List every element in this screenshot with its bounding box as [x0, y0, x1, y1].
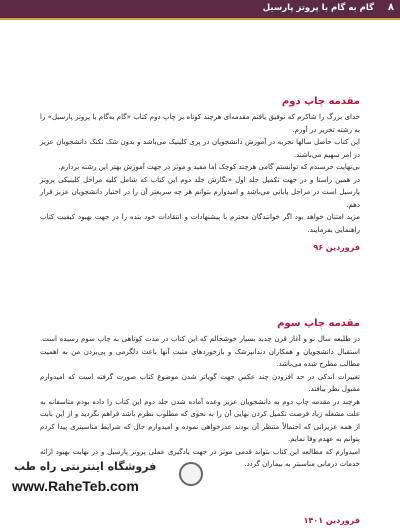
watermark: [4, 460, 204, 504]
page-header: [0, 0, 400, 18]
paragraph: مزید امتنان خواهد بود اگر خوانندگان محترم با پیشنهادات و انتقادات خود بنده را در جهت بهبود کیفیت کتاب راهنمایی بفرمایند.: [40, 213, 360, 234]
section-second-edition: [40, 96, 360, 252]
page-number: ۸: [387, 2, 394, 13]
section-heading: مقدمه چاپ سوم: [277, 318, 360, 329]
paragraph: در طلیعه سال نو و آغاز قرن جدید بسیار خوشحالم که این کتاب در مدت کوتاهی به چاپ سوم رسیده است. استقبال دانشجویان و همکاران دندانپزشک و بازخوردهای مثبت آنها باعث دلگرمی و پی‌بردن من به اهمیت مطالب مطرح شده می‌باشد.: [40, 335, 360, 368]
paragraph: هرچند در مقدمه چاپ دوم به دانشجویان عزیز وعده آماده شدن جلد دوم این کتاب را داده بودم متاسفانه به علت مشغله زیاد فرصت تکمیل کردن نهایی آن را به نحوی که مطلوب نظرم باشد فراهم نگردید و از این بابت از همه عزیزانی که احتمالاً منتظر آن بودند عذرخواهی نموده و امیدوارم حال که شرایط مناسبتری پیدا کردم بتوانم به عهدم وفا نمایم.: [40, 397, 360, 443]
watermark-persian: فروشگاه اینترنتی راه طب: [14, 460, 157, 473]
header-stripe: [0, 18, 400, 20]
section-date: فروردین ۹۶: [313, 243, 360, 252]
section-heading: مقدمه چاپ دوم: [281, 96, 360, 107]
paragraph: بی‌نهایت خرسندم که توانستم گامی هرچند کوچک اما مفید و موثر در جهت آموزش بهتر این رشته بردارم.: [58, 163, 360, 171]
paragraph: در همین راستا و در جهت تکمیل جلد اول «نگارش جلد دوم این کتاب که شامل کلیه مراحل کلینیکی پروتز پارسیل است در مراحل پایانی می‌باشد و امیدوارم بتوانم هر چه سریعتر آن را در اختیار دانشجویان عزیز قرار دهم.: [40, 175, 360, 209]
store-logo-icon: [179, 462, 203, 486]
watermark-url: www.RaheTeb.com: [12, 478, 139, 494]
paragraph: امیدوارم که مطالعه این کتاب بتواند قدمی موثر در جهت یادگیری عملی پروتز پارسیل و در نهایت بهبود ارائه خدمات درمانی مناسبتر به بیماران گردد.: [40, 447, 360, 468]
running-title: گام به گام با پروتز پارسیل: [262, 3, 374, 13]
paragraph: این کتاب حاصل سالها تجربه در آموزش دانشجویان در پری کلینیک می‌باشد و بدون شک تکنک دانشجویان عزیز در امر سهیم می‌باشند.: [40, 138, 360, 159]
paragraph: خدای بزرگ را شاکرم که توفیق یافتم مقدمه‌ای هرچند کوتاه بر چاپ دوم کتاب «گام به‌گام با پروتز پارسیل» را به رشته تحریر در آورم.: [40, 113, 360, 134]
paragraph: تغییرات اندکی در حد افزودن چند عکس جهت گویاتر شدن موضوع کتاب صورت گرفته است که امیدوارم مقبول نظر بیافتد.: [40, 372, 360, 393]
section-date: فروردین ۱۴۰۱: [303, 516, 360, 525]
